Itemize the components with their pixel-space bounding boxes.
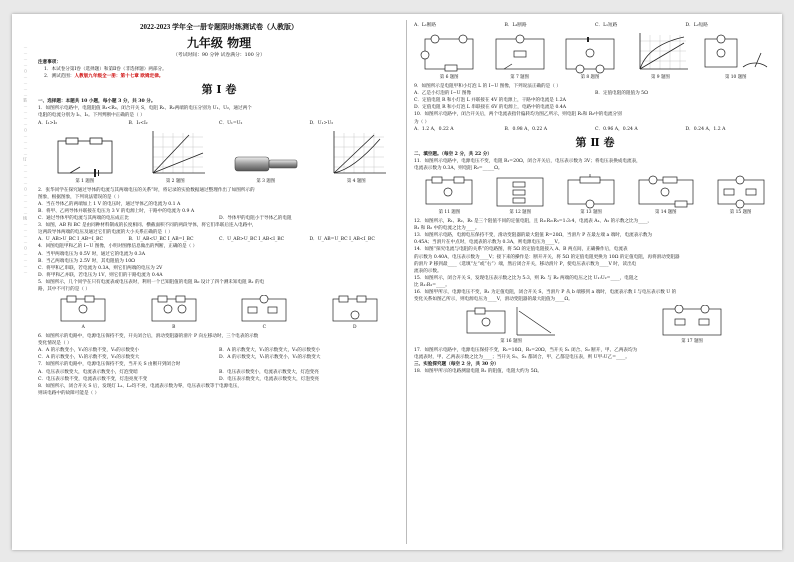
q3-line-1: 3．如图，AB 和 BC 是由同种材料制成的长度相同、横截面积不同的两段导体，将它们串联后连入电路中，	[38, 223, 257, 229]
figure-6	[419, 31, 479, 81]
figure-3	[231, 149, 301, 185]
circuit-15-diagram	[712, 174, 770, 210]
exam-meta: （考试时间：90 分钟 试卷满分：100 分）	[173, 53, 265, 58]
q2-option-b: B．将甲、乙两导体并联接在电压为 3 V 的电源上时，干路中的电流为 0.9 A	[38, 208, 195, 214]
figure-5d	[327, 295, 383, 331]
figures-row-16-17	[414, 305, 776, 345]
q13-line-1: 13．如图所示电路，电源电压保持不变，滑动变阻器的最大阻值 R=20Ω，当滑片 P 在最左端 a 端时，电流表示数为	[414, 233, 653, 239]
q10-option-b: B．0.98 A，0.22 A	[504, 126, 548, 132]
exam-subject-title: 九年级 物理	[186, 36, 252, 50]
fill-heading: 二、填空题。（每空 2 分，共 22 分）	[414, 151, 493, 157]
circuit-5a-diagram	[55, 295, 111, 325]
figure-5a-label: A	[81, 325, 85, 331]
q9-line-1: 9．如图所示是电阻甲和小灯泡 L 的 I−U 图像，下列说法正确的是（ ）	[414, 84, 561, 90]
q1-option-b: B．I₁<I₂	[128, 120, 148, 126]
figures-row-11-15	[414, 174, 776, 216]
figure-3-caption: 第 3 题图	[256, 178, 276, 184]
q14-line-4: 流表的示数。	[414, 268, 442, 274]
q10-line-1: 10．如图所示电路中，闭合开关后，两个电流表指针偏转均为图乙所示，则电阻 R₁和 R₂中的电流分别	[414, 112, 622, 118]
figures-row-q5	[38, 295, 400, 331]
column-divider	[406, 20, 407, 544]
q7-options-ab	[38, 369, 400, 376]
q13-line-2: 0.45A；当滑片在中点时，电流表的示数为 0.3A，则电源电压为____V。	[414, 240, 563, 246]
figure-2-graph	[143, 129, 207, 179]
circuit-13-diagram	[562, 174, 620, 210]
section-2-title: 第 Ⅱ 卷	[575, 135, 615, 149]
figure-8-caption: 第 8 题图	[580, 75, 600, 81]
q11-line-1: 11．如图所示电路中，电源电压不变，电阻 R₁=20Ω，闭合开关后，电压表示数为 3V；将电压表换成电流表，	[414, 158, 641, 164]
circuit-7-diagram	[490, 31, 550, 75]
circuit-14-diagram	[633, 174, 699, 210]
figure-7	[490, 31, 550, 81]
q3-option-b: B．U_AB<U_BC I_AB=I_BC	[128, 237, 194, 243]
figure-2-caption: 第 2 题图	[165, 178, 185, 184]
q5-line-1: 5．如图所示，几个同学在只有电流表或电压表时，利用一个已知阻值的电阻 R₀ 设计了四个测未知电阻 Rₓ 的电	[38, 279, 265, 285]
q3-option-d: D．U_AB=U_BC I_AB<I_BC	[309, 237, 375, 243]
circuit-5d-diagram	[327, 295, 383, 325]
figure-9-caption: 第 9 题图	[650, 75, 670, 81]
figure-8	[560, 31, 620, 81]
figure-2	[143, 129, 207, 185]
q18-line-1: 18．如图甲所示的电路测量电阻 Rₓ 的阻值，电阻大约为 5Ω。	[414, 369, 543, 375]
q6-line-1: 6．如图所示的电路中，电源电压保持不变，开关闭合后，滑动变阻器的滑片 P 向左移动时，三个电表的示数	[38, 334, 259, 340]
circuit-1-diagram	[50, 133, 120, 179]
q6-options-cd	[38, 354, 400, 361]
figure-5b	[146, 295, 202, 331]
q7-line-1: 7．如图所示的电路中，电源电压保持不变，当开关 S 由断开到闭合时	[38, 362, 181, 368]
choice-heading: 一、选择题：本题共 10 小题，每小题 3 分，共 30 分。	[38, 99, 156, 105]
q8-line-1: 8．如图所示，闭合开关 S 后，发现灯 L₁、L₂均不亮，电流表示数为零，电压表示数等于电源电压，	[38, 383, 242, 389]
q6-option-b: B．A 的示数变大，V₁的示数变大，V₂的示数变小	[219, 348, 321, 354]
q3-options	[38, 236, 400, 243]
circuit-5c-diagram	[236, 295, 292, 325]
q14-line-2: 的示数为 0.40A，电压表示数为____V；接下来的操作是：断开开关，将 5Ω 的定值电阻更换为 10Ω 的定值电阻，再将滑动变阻器	[414, 254, 680, 260]
q4-option-c: C．将甲和乙串联，若电流为 0.3A，则它们两端的电压为 2V	[38, 265, 163, 271]
q1-option-c: C．U₁=U₂	[219, 120, 243, 126]
figure-7-caption: 第 7 题图	[510, 75, 529, 81]
figure-16-caption: 第 16 题图	[500, 339, 522, 345]
circuit-8-diagram	[560, 31, 620, 75]
figure-17-caption: 第 17 题图	[681, 339, 703, 345]
circuit-17-diagram	[657, 305, 727, 339]
figure-5a	[55, 295, 111, 331]
q8-option-c: C．L₁短路	[595, 23, 618, 28]
q17-line-1: 17．如图所示电路中，电源电压保持不变，R₁=10Ω，R₂=20Ω，当开关 S₁ 闭合、S₂ 断开，甲、乙两表均为	[414, 348, 638, 354]
note-2-prefix: 2．测试范围：	[44, 74, 75, 80]
figure-5b-label: B	[172, 325, 176, 331]
figure-9	[630, 31, 690, 81]
q10-option-a: A．1.2 A，0.22 A	[414, 126, 454, 132]
left-column	[38, 22, 400, 544]
binding-line: …………○…………装…………○…………订…………○…………线…………○…………	[23, 44, 28, 275]
figure-1-caption: 第 1 题图	[75, 178, 95, 184]
figure-6-caption: 第 6 题图	[439, 75, 459, 81]
q10-line-2: 为（ ）	[414, 119, 430, 125]
q10-option-d: D．0.24 A，1.2 A	[685, 126, 726, 132]
q7-option-b: B．电压表示数变小，电流表示数变大，灯泡变亮	[219, 369, 319, 375]
figure-4-graph	[324, 129, 388, 179]
q10-options	[414, 126, 776, 133]
figures-row-1	[38, 129, 400, 185]
q9-option-c: C．定值电阻 R 和小灯泡 L 并联接在 4V 的电源上，干路中的电流是 1.2A	[414, 98, 566, 104]
exam-series-title: 2022-2023 学年全一册专题限时练测试卷（人教版）	[139, 23, 299, 31]
figure-3-conductor	[231, 149, 301, 179]
figure-17	[657, 305, 727, 345]
q2-option-d: D．导体甲的电阻小于导体乙的电阻	[219, 216, 292, 222]
circuit-6-diagram	[419, 31, 479, 75]
q1-options	[38, 120, 400, 127]
q6-option-a: A．A 的示数变小，V₁的示数不变，V₂的示数变小	[38, 348, 140, 354]
q7-option-c: C．电压表示数不变，电流表示数不变，灯泡亮度不变	[38, 376, 148, 382]
figure-10-diagram	[701, 31, 771, 75]
q6-line-2: 变化情况是（ ）	[38, 341, 72, 347]
figure-11	[420, 174, 478, 216]
figure-12-caption: 第 12 题图	[509, 210, 531, 216]
figure-5c-label: C	[262, 325, 266, 331]
q9-option-d: D．定值电阻 R 和小灯泡 L 串联接在 6V 的电源上，电路中的电流是 0.4A	[414, 105, 567, 111]
figure-1	[50, 133, 120, 185]
q14-line-1: 14．如图“探究电流与电阻的关系”的电路图，将 5Ω 的定值电阻接入 A、B 两点间，正确操作后，电流表	[414, 247, 628, 253]
q17-line-2: 电流表时，甲、乙两表示数之比为____；当开关 S₁、S₂ 都闭合，甲、乙都是电压表，则 U甲:U乙=____。	[414, 355, 630, 361]
figure-14-caption: 第 14 题图	[655, 210, 677, 216]
circuit-12-diagram	[491, 174, 549, 210]
figure-14	[633, 174, 699, 216]
q2-options-cd	[38, 215, 400, 222]
note-2	[38, 73, 400, 80]
figures-row-6-10	[414, 31, 776, 81]
q8-option-b: B．L₂断路	[504, 23, 527, 28]
figure-12	[491, 174, 549, 216]
q9-option-a: A．乙是小灯泡的 I−U 图像	[414, 91, 472, 97]
q9-options-ab	[414, 90, 776, 97]
q7-option-d: D．电压表示数变大，电流表示数变大，灯泡变亮	[219, 376, 320, 382]
q8-line-2: 则该电路中的故障可能是（ ）	[38, 390, 100, 396]
q10-option-c: C．0.96 A，0.24 A	[595, 126, 638, 132]
figure-9-graph	[630, 31, 690, 75]
figure-5d-label: D	[352, 325, 357, 331]
q9-option-b: B．定值电阻的阻值为 5Ω	[595, 91, 648, 97]
figure-4-caption: 第 4 题图	[346, 178, 366, 184]
q8-option-a: A．L₁断路	[414, 23, 436, 28]
q16-line-1: 16．如图甲所示，电源电压不变，R₁ 为定值电阻，闭合开关 S，当滑片 P 从 b 端移到 a 端时，电流表示数 I 与电压表示数 U 的	[414, 289, 677, 295]
figure-15	[712, 174, 770, 216]
figure-10	[701, 31, 771, 81]
notes-title: 注意事项：	[38, 60, 61, 65]
circuit-5b-diagram	[146, 295, 202, 325]
right-column	[414, 22, 776, 544]
q12-line-1: 12．如图所示，R₁、R₂、R₃ 是三个阻值不同的定值电阻，且 R₁:R₂:R₃=1:3:4，电流表 A₁、A₂ 的示数之比为____，	[414, 219, 652, 225]
figure-13-caption: 第 13 题图	[580, 210, 602, 216]
figure-15-caption: 第 15 题图	[729, 210, 752, 216]
figure-11-caption: 第 11 题图	[438, 210, 461, 216]
q3-line-2: 这两段导体两端的电压及通过它们的电流的大小关系正确的是（ ）	[38, 230, 173, 236]
q3-option-c: C．U_AB>U_BC I_AB<I_BC	[219, 237, 285, 243]
q4-option-a: A．当甲两端电压为 0.5V 时，通过它的电流为 0.3A	[38, 251, 146, 257]
figure-16	[463, 305, 559, 345]
q6-option-d: D．A 的示数变大，V₁的示数变小，V₂的示数变大	[219, 355, 321, 361]
q4-line-1: 4．回图电阻甲和乙的 I−U 图像，小明对图像信息做出的判断，正确的是（ ）	[38, 244, 198, 250]
q5-line-2: 路，其中不可行的是（ ）	[38, 286, 90, 292]
q2-option-c: C．通过导体甲的电流与其两端的电压成正比	[38, 216, 129, 222]
q1-stem-1: 1．如图所示电路中，电阻阻值 R₁<R₂。闭合开关 S，电阻 R₁、R₂两端的电压分别为 U₁、U₂，通过两个	[38, 106, 252, 112]
q4-option-b: B．当乙两端电压为 2.5V 时，其电阻值为 10Ω	[38, 258, 135, 264]
q7-options-cd	[38, 376, 400, 383]
q4-option-d: D．将甲和乙并联，若电压为 1V，则它们的干路电流为 0.4A	[38, 272, 163, 278]
q7-option-a: A．电压表示数变大，电流表示数变小，灯泡变暗	[38, 369, 138, 375]
experiment-heading: 三、实验探究题（每空 2 分，共 30 分）	[414, 362, 499, 368]
exam-page	[12, 14, 782, 550]
q2-option-a: A．当在导体乙的两端加上 1 V 的电压时，通过导体乙的电流为 0.1 A	[38, 201, 181, 207]
figure-13	[562, 174, 620, 216]
figure-4	[324, 129, 388, 185]
q12-line-2: R₁ 和 R₂ 中的电流之比为____。	[414, 226, 480, 232]
q11-line-2: 电流表示数为 0.3A，则电阻 R₂=_____Ω。	[414, 165, 503, 171]
q2-line-2: 图象，根据图象，下列说法错误的是（ ）	[38, 194, 123, 200]
figure-5c	[236, 295, 292, 331]
q8-options	[414, 22, 776, 29]
q16-line-2: 变化关系如图乙所示，则电源电压为____V，滑动变阻器的最大阻值为____Ω。	[414, 297, 573, 303]
q6-option-c: C．A 的示数变小，V₁的示数不变，V₂的示数变大	[38, 355, 140, 361]
circuit-11-diagram	[420, 174, 478, 210]
q14-line-3: 的滑片 P 移到最____（选填“左”或“右”）端，然后闭合开关，移动滑片 P，使电压表示数为____V 时，读出电	[414, 261, 637, 267]
q1-option-a: A．I₁>I₂	[38, 120, 58, 126]
q1-option-d: D．U₁>U₂	[309, 120, 334, 126]
figure-16-diagram	[463, 305, 559, 339]
note-1: 1．本试卷分第Ⅰ卷（选择题）和第Ⅱ卷（非选择题）两部分。	[44, 67, 167, 73]
q8-option-d: D．L₂短路	[685, 23, 708, 28]
figure-10-caption: 第 10 题图	[724, 75, 747, 81]
q15-line-1: 15．如图所示，闭合开关 S，发现电压表示数之比为 5:3，则 R₁ 与 R₂ 两端的电压之比 U₁:U₂=____，电阻之	[414, 275, 639, 281]
note-2-scope: 人教版九年级全一册：第十七章 欧姆定律。	[74, 74, 164, 80]
q15-line-2: 比 R₁:R₂=____。	[414, 282, 450, 288]
q2-line-1: 2．张华同学在探究通过导体的电流与其两端电压的关系”时，将记录的实验数据通过整理作出了如图所示的	[38, 187, 255, 193]
q1-stem-2: 电阻的电流分别为 I₁、I₂。下列判断中正确的是（ ）	[38, 113, 145, 119]
q3-option-a: A．U_AB>U_BC I_AB=I_BC	[38, 237, 103, 243]
section-1-title: 第 Ⅰ 卷	[201, 83, 237, 97]
q6-options-ab	[38, 347, 400, 354]
